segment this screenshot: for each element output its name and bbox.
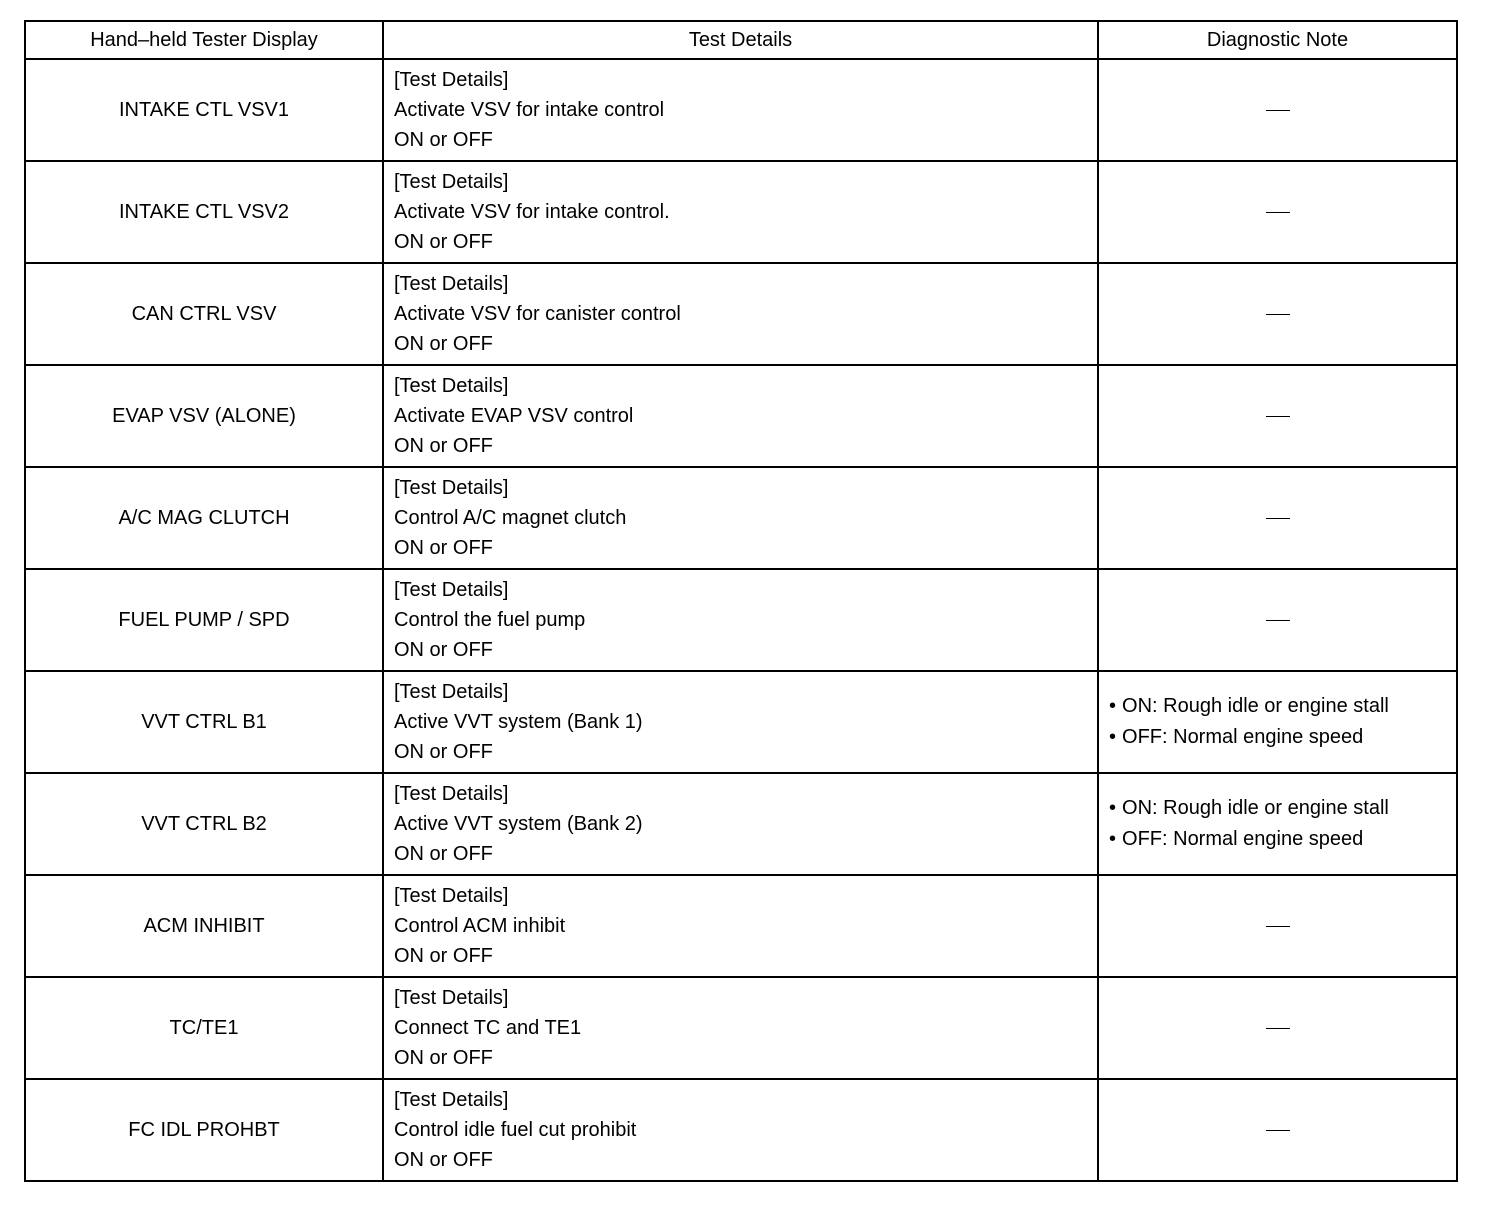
tester-display-cell: VVT CTRL B1 — [25, 671, 383, 773]
tester-display-cell: CAN CTRL VSV — [25, 263, 383, 365]
diagnostic-note-cell — [1098, 977, 1457, 1079]
test-details-cell — [383, 671, 1098, 773]
table-row — [25, 467, 1457, 569]
test-details-heading: [Test Details] — [394, 375, 509, 397]
test-details-heading: [Test Details] — [394, 171, 509, 193]
tester-display-cell: VVT CTRL B2 — [25, 773, 383, 875]
table-body — [25, 59, 1457, 1181]
test-details-cell — [383, 161, 1098, 263]
test-range-text: ON or OFF — [394, 333, 493, 355]
test-range-text: ON or OFF — [394, 945, 493, 967]
test-details-heading: [Test Details] — [394, 783, 509, 805]
table-row — [25, 1079, 1457, 1181]
test-details-text: Activate EVAP VSV control — [394, 405, 634, 427]
test-details-cell — [383, 59, 1098, 161]
test-details-cell — [383, 467, 1098, 569]
test-range-text: ON or OFF — [394, 1047, 493, 1069]
test-range-text: ON or OFF — [394, 741, 493, 763]
note-bullet-item — [1109, 793, 1456, 824]
note-bullet-item — [1109, 722, 1456, 753]
empty-note-dash-icon — [1266, 110, 1290, 111]
test-details-text: Control ACM inhibit — [394, 915, 566, 937]
table-row — [25, 161, 1457, 263]
table-row — [25, 59, 1457, 161]
tester-display-cell: INTAKE CTL VSV1 — [25, 59, 383, 161]
diagnostic-note-cell — [1098, 59, 1457, 161]
test-range-text: ON or OFF — [394, 435, 493, 457]
diagnostic-note-cell — [1098, 569, 1457, 671]
test-details-text: Control the fuel pump — [394, 609, 586, 631]
empty-note-dash-icon — [1266, 416, 1290, 417]
tester-display-cell: INTAKE CTL VSV2 — [25, 161, 383, 263]
tester-display-cell: TC/TE1 — [25, 977, 383, 1079]
tester-display-cell: FC IDL PROHBT — [25, 1079, 383, 1181]
tester-display-cell: ACM INHIBIT — [25, 875, 383, 977]
header-row — [25, 21, 1457, 59]
test-details-text: Control A/C magnet clutch — [394, 507, 627, 529]
test-range-text: ON or OFF — [394, 1149, 493, 1171]
test-details-cell — [383, 875, 1098, 977]
tester-display-cell: EVAP VSV (ALONE) — [25, 365, 383, 467]
note-bullet-text: OFF: Normal engine speed — [1122, 828, 1364, 850]
diagnostic-note-cell — [1098, 773, 1457, 875]
test-details-text: Connect TC and TE1 — [394, 1017, 582, 1039]
header-test-details: Test Details — [383, 21, 1098, 59]
test-details-heading: [Test Details] — [394, 579, 509, 601]
test-details-heading: [Test Details] — [394, 885, 509, 907]
diagnostic-note-cell — [1098, 1079, 1457, 1181]
table-row — [25, 263, 1457, 365]
test-details-text: Activate VSV for intake control — [394, 99, 665, 121]
test-details-cell — [383, 977, 1098, 1079]
tester-display-cell: A/C MAG CLUTCH — [25, 467, 383, 569]
test-details-cell — [383, 773, 1098, 875]
diagnostic-note-cell — [1098, 161, 1457, 263]
bullet-icon: • — [1109, 695, 1117, 717]
table-row — [25, 875, 1457, 977]
test-details-text: Activate VSV for canister control — [394, 303, 681, 325]
diagnostic-note-cell — [1098, 365, 1457, 467]
test-details-heading: [Test Details] — [394, 987, 509, 1009]
test-details-heading: [Test Details] — [394, 1089, 509, 1111]
test-range-text: ON or OFF — [394, 639, 493, 661]
test-range-text: ON or OFF — [394, 843, 493, 865]
note-bullet-text: OFF: Normal engine speed — [1122, 726, 1364, 748]
test-details-text: Active VVT system (Bank 2) — [394, 813, 643, 835]
diagnostic-note-cell — [1098, 875, 1457, 977]
bullet-icon: • — [1109, 828, 1117, 850]
note-bullet-text: ON: Rough idle or engine stall — [1122, 797, 1389, 819]
test-details-text: Control idle fuel cut prohibit — [394, 1119, 637, 1141]
note-bullet-item — [1109, 824, 1456, 855]
tester-display-cell: FUEL PUMP / SPD — [25, 569, 383, 671]
table-row — [25, 671, 1457, 773]
empty-note-dash-icon — [1266, 926, 1290, 927]
diagnostic-note-cell — [1098, 671, 1457, 773]
test-details-cell — [383, 569, 1098, 671]
test-range-text: ON or OFF — [394, 129, 493, 151]
test-range-text: ON or OFF — [394, 537, 493, 559]
note-bullet-item — [1109, 691, 1456, 722]
empty-note-dash-icon — [1266, 212, 1290, 213]
test-details-text: Activate VSV for intake control. — [394, 201, 670, 223]
empty-note-dash-icon — [1266, 620, 1290, 621]
empty-note-dash-icon — [1266, 1130, 1290, 1131]
bullet-icon: • — [1109, 726, 1117, 748]
test-details-cell — [383, 365, 1098, 467]
test-details-heading: [Test Details] — [394, 69, 509, 91]
test-details-text: Active VVT system (Bank 1) — [394, 711, 643, 733]
empty-note-dash-icon — [1266, 518, 1290, 519]
header-diagnostic-note: Diagnostic Note — [1098, 21, 1457, 59]
test-details-cell — [383, 263, 1098, 365]
note-bullet-text: ON: Rough idle or engine stall — [1122, 695, 1389, 717]
test-details-cell — [383, 1079, 1098, 1181]
test-range-text: ON or OFF — [394, 231, 493, 253]
table-row — [25, 977, 1457, 1079]
test-details-heading: [Test Details] — [394, 273, 509, 295]
header-tester-display: Hand–held Tester Display — [25, 21, 383, 59]
test-details-heading: [Test Details] — [394, 477, 509, 499]
bullet-icon: • — [1109, 797, 1117, 819]
empty-note-dash-icon — [1266, 1028, 1290, 1029]
empty-note-dash-icon — [1266, 314, 1290, 315]
table-row — [25, 569, 1457, 671]
test-details-heading: [Test Details] — [394, 681, 509, 703]
active-test-table — [24, 20, 1458, 1182]
table-row — [25, 365, 1457, 467]
diagnostic-note-cell — [1098, 467, 1457, 569]
table-row — [25, 773, 1457, 875]
diagnostic-note-cell — [1098, 263, 1457, 365]
